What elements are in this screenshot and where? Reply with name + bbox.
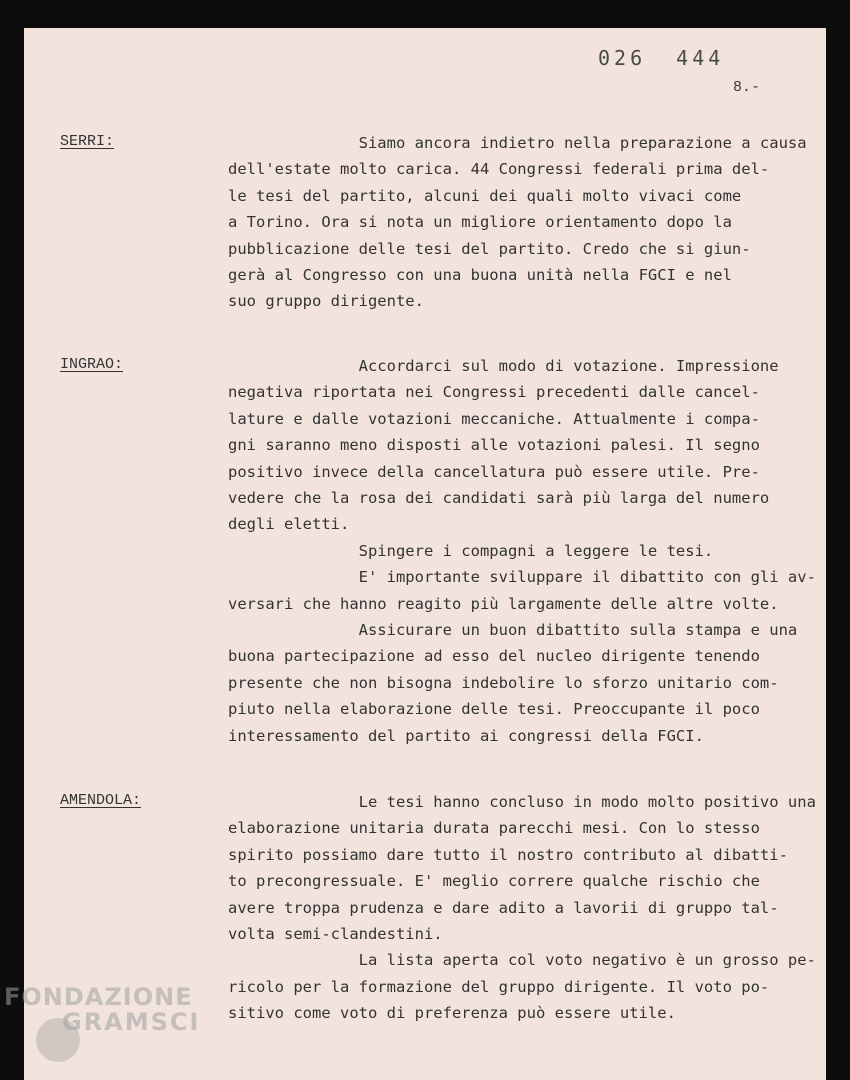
watermark-line2: GRAMSCI: [62, 1008, 201, 1037]
archive-stamp: 026 444: [598, 46, 725, 70]
page-number: 8.-: [733, 79, 761, 96]
speaker-ingrao: INGRAO:: [60, 356, 124, 373]
watermark-line1: FONDAZIONE: [4, 983, 193, 1011]
watermark-logo: [4, 985, 200, 1035]
ingrao-statement: Accordarci sul modo di votazione. Impressione negativa riportata nei Congressi precedenti dalle cancel- lature e dalle votazioni meccaniche. Attualmente i compa- gni saranno meno disposti alle votazioni palesi. Il segno positivo invece della cancellatura può essere utile. Pre- vedere che la rosa dei candidati sarà più larga del numero degli eletti. Spingere i compagni a leggere le tesi. E' importante sviluppare il dibattito con gli av- versari che hanno reagito più largamente delle altre volte. Assicurare un buon dibattito sulla stampa e una buona partecipazione ad esso del nucleo dirigente tenendo presente che non bisogna indebolire lo sforzo unitario com- piuto nella elaborazione delle tesi. Preoccupante il poco interessamento del partito ai congressi della FGCI.: [228, 357, 816, 745]
amendola-statement: Le tesi hanno concluso in modo molto positivo una elaborazione unitaria durata parecchi mesi. Con lo stesso spirito possiamo dare tutto il nostro contributo al dibatti- to precongressuale. E' meglio correre qualche rischio che avere troppa prudenza e dare adito a lavorii di gruppo tal- volta semi-clandestini. La lista aperta col voto negativo è un grosso pe- ricolo per la formazione del gruppo dirigente. Il voto po- sitivo come voto di preferenza può essere utile.: [228, 793, 816, 1023]
serri-statement: Siamo ancora indietro nella preparazione a causa dell'estate molto carica. 44 Congressi federali prima del- le tesi del partito, alcuni dei quali molto vivaci come a Torino. Ora si nota un migliore orientamento dopo la pubblicazione delle tesi del partito. Credo che si giun- gerà al Congresso con una buona unità nella FGCI e nel suo gruppo dirigente.: [228, 134, 807, 311]
speaker-amendola: AMENDOLA:: [60, 792, 142, 809]
speaker-serri: SERRI:: [60, 133, 115, 150]
